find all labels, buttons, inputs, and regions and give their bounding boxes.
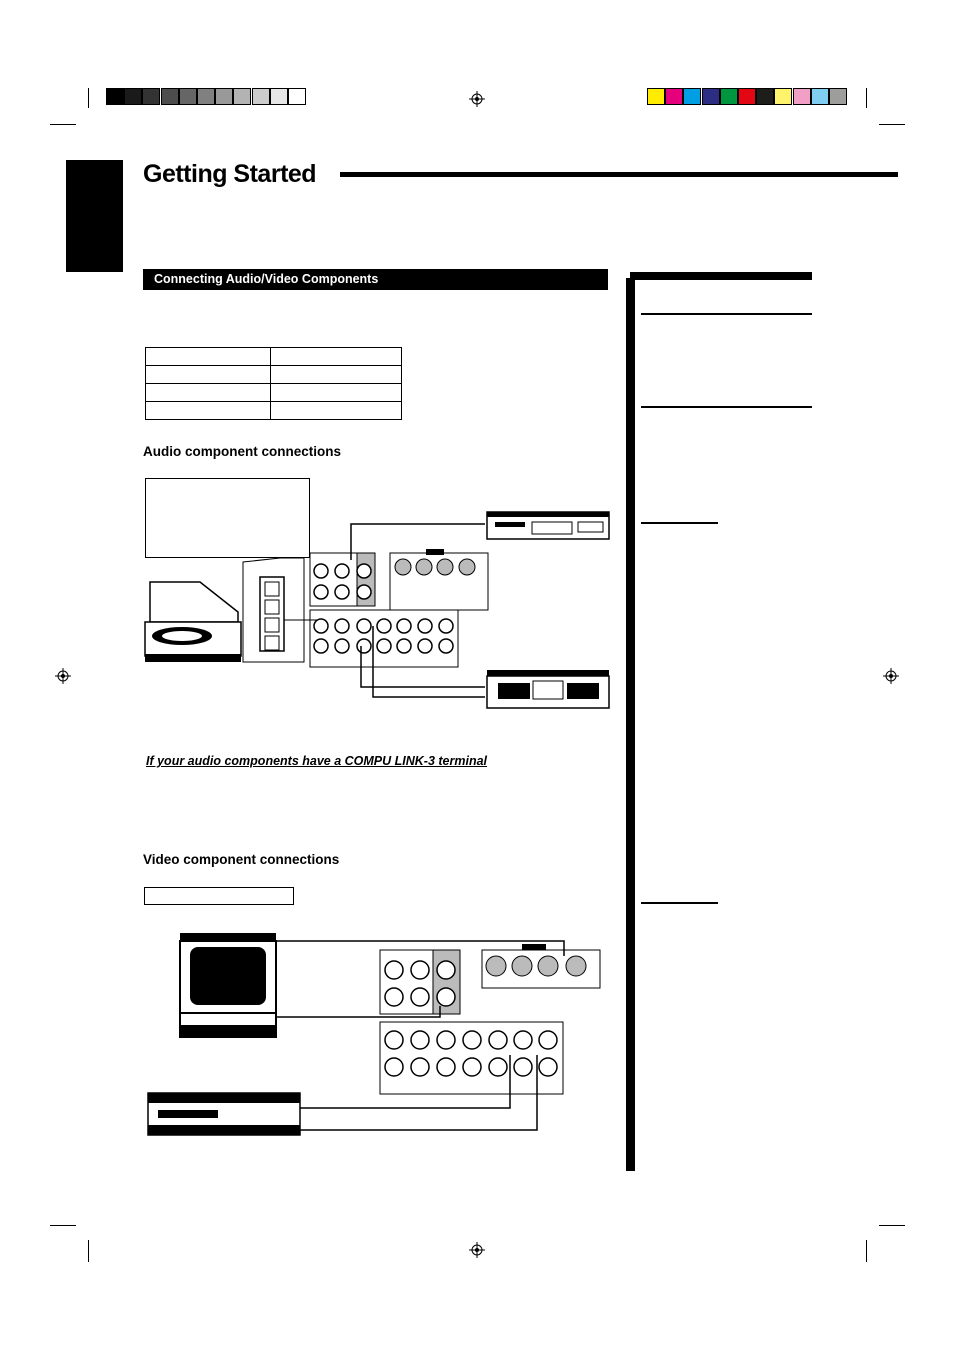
- compu-link-note: If your audio components have a COMPU LINK-3 terminal: [146, 754, 488, 768]
- vcr-icon: [148, 1093, 300, 1135]
- crop-mark: [879, 1225, 905, 1226]
- color-swatch: [197, 88, 215, 105]
- registration-mark-icon: [883, 668, 899, 684]
- sidebar-divider: [641, 406, 812, 408]
- color-swatch: [683, 88, 701, 105]
- color-swatch: [647, 88, 665, 105]
- connection-table: [145, 347, 402, 420]
- color-swatch: [720, 88, 738, 105]
- audio-connection-diagram: [140, 500, 615, 715]
- crop-mark: [879, 124, 905, 125]
- color-swatch: [179, 88, 197, 105]
- color-swatch: [142, 88, 160, 105]
- color-swatch: [811, 88, 829, 105]
- color-swatch: [738, 88, 756, 105]
- color-swatch: [756, 88, 774, 105]
- table-row: [146, 402, 402, 420]
- language-tab: [66, 160, 123, 272]
- audio-heading: Audio component connections: [143, 444, 341, 459]
- cassette-deck-icon: [487, 670, 609, 708]
- color-swatch: [829, 88, 847, 105]
- video-heading: Video component connections: [143, 852, 340, 867]
- color-swatch: [124, 88, 142, 105]
- table-row: [146, 366, 402, 384]
- color-swatch: [702, 88, 720, 105]
- section-header: Connecting Audio/Video Components: [143, 269, 608, 290]
- sidebar-divider: [641, 313, 812, 315]
- registration-mark-icon: [469, 91, 485, 107]
- turntable-icon: [145, 582, 241, 662]
- color-swatch: [270, 88, 288, 105]
- color-swatch: [774, 88, 792, 105]
- color-swatch: [793, 88, 811, 105]
- title-rule: [340, 172, 898, 177]
- table-row: [146, 384, 402, 402]
- color-swatch: [252, 88, 270, 105]
- cd-player-icon: [487, 512, 609, 539]
- table-row: [146, 348, 402, 366]
- color-swatch: [288, 88, 306, 105]
- video-label-box: [144, 887, 294, 905]
- crop-mark: [50, 124, 76, 125]
- crop-mark: [50, 1225, 76, 1226]
- sidebar-rule: [626, 278, 635, 1171]
- registration-mark-icon: [55, 668, 71, 684]
- tv-monitor-icon: [180, 933, 276, 1037]
- registration-mark-icon: [469, 1242, 485, 1258]
- color-swatch: [106, 88, 124, 105]
- page-title: Getting Started: [143, 160, 317, 188]
- color-swatch: [665, 88, 683, 105]
- color-swatch: [215, 88, 233, 105]
- video-connection-diagram: [140, 925, 610, 1140]
- crop-mark: [866, 1240, 867, 1262]
- crop-mark: [88, 88, 89, 108]
- crop-mark: [866, 88, 867, 108]
- crop-mark: [88, 1240, 89, 1262]
- color-swatch: [233, 88, 251, 105]
- sidebar-divider: [641, 522, 718, 524]
- sidebar-header: [630, 272, 812, 280]
- sidebar-divider: [641, 902, 718, 904]
- color-swatch: [161, 88, 179, 105]
